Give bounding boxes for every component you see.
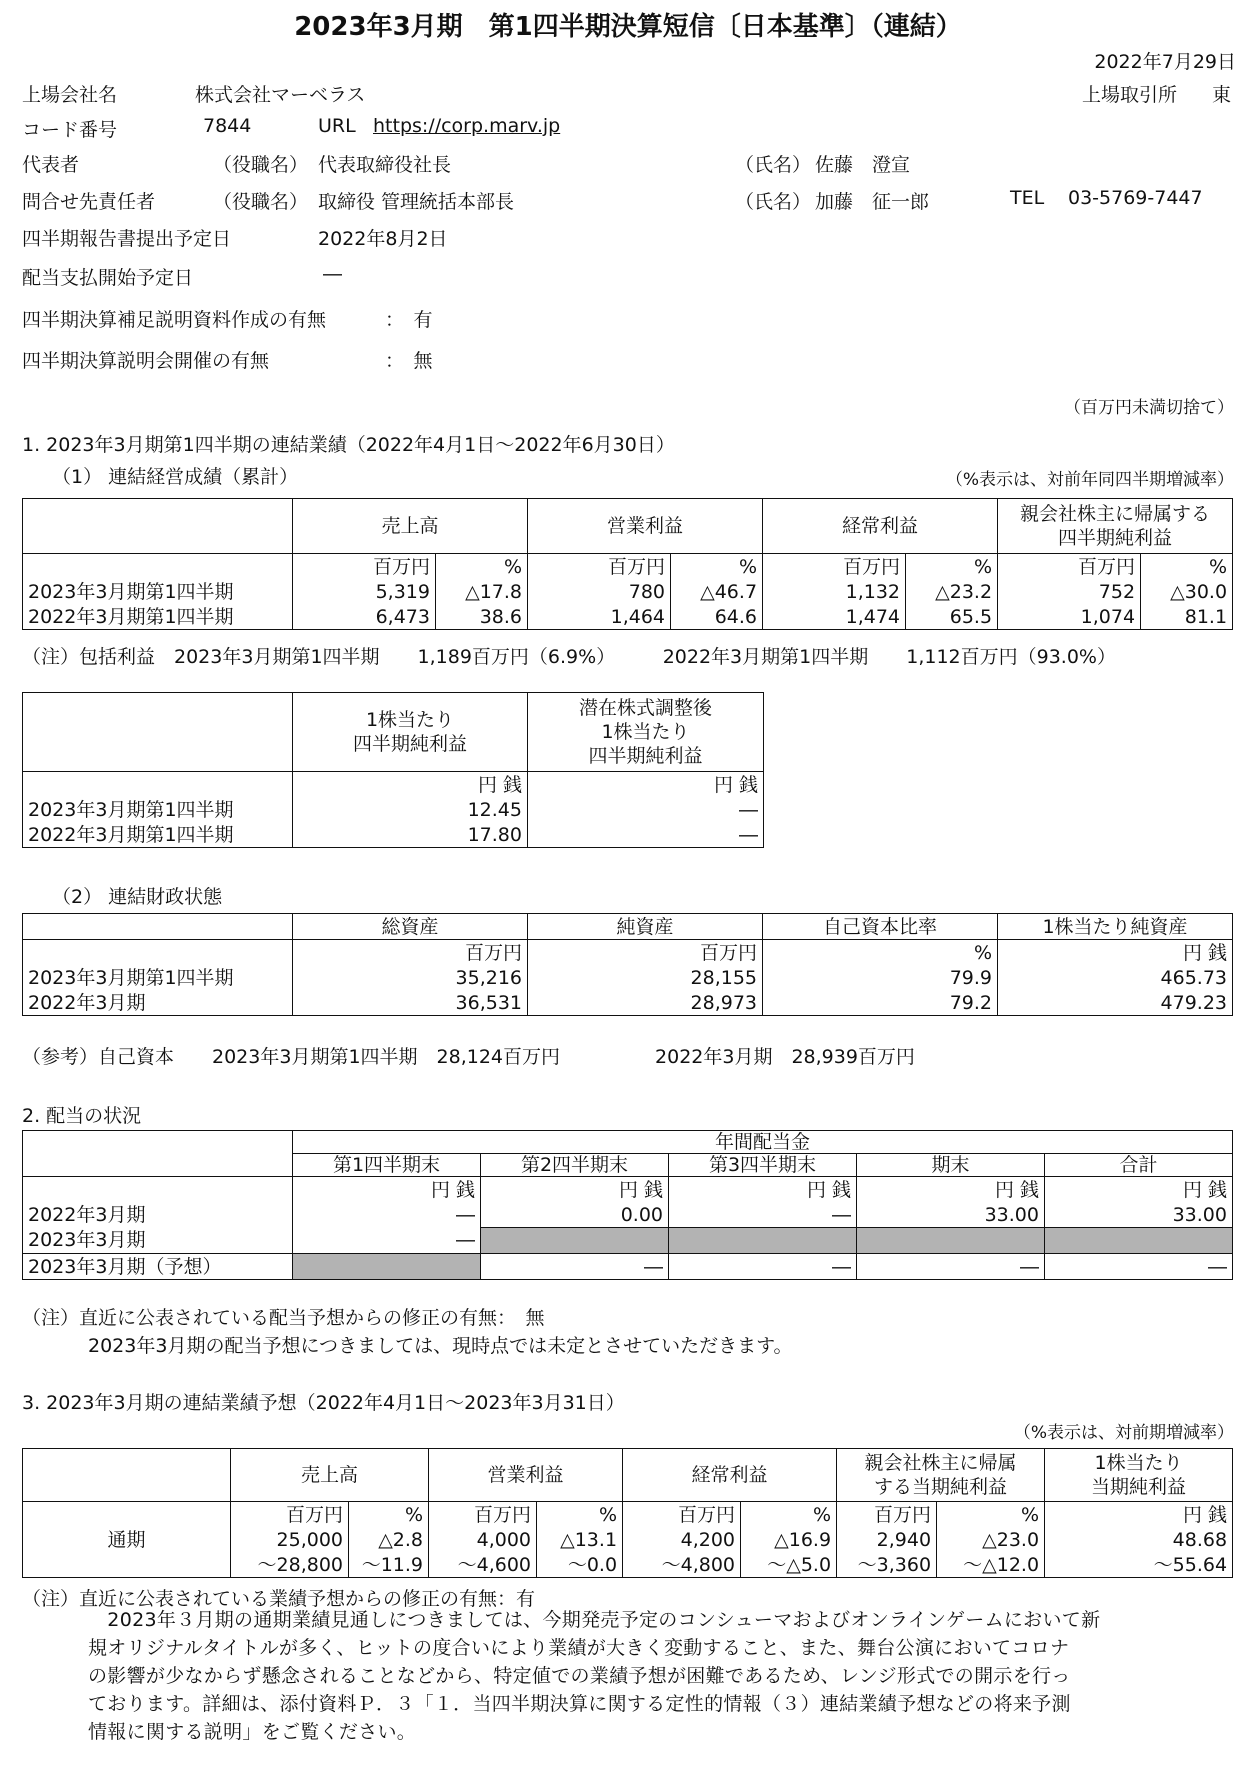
cell: △23.2 — [906, 579, 998, 604]
unit: 円 銭 — [293, 1177, 481, 1203]
header-blank — [23, 499, 293, 554]
tel-label: TEL — [1010, 187, 1045, 209]
header-diluted-eps — [528, 693, 764, 772]
cell: 752 — [998, 579, 1141, 604]
header-equity-ratio: 自己資本比率 — [763, 914, 998, 940]
equity-reference-note: （参考）自己資本 2023年3月期第1四半期 28,124百万円 2022年3月期 28,939百万円 — [22, 1046, 915, 1068]
cell: ～55.64 — [1045, 1552, 1233, 1578]
cell: ― — [528, 822, 764, 848]
company-name: 株式会社マーベラス — [195, 84, 366, 106]
cell: ～△5.0 — [741, 1552, 837, 1578]
header-net-assets: 純資産 — [528, 914, 763, 940]
cell: ～11.9 — [349, 1552, 429, 1578]
row-label: 2022年3月期 — [23, 1202, 293, 1228]
header-diluted-line2: 1株当たり — [601, 721, 690, 743]
table-row — [23, 797, 764, 822]
section2-heading: 2. 配当の状況 — [22, 1105, 142, 1127]
table-row — [23, 579, 1233, 604]
table-row — [23, 822, 764, 848]
cell: ― — [1045, 1254, 1233, 1280]
unit: 円 銭 — [481, 1177, 669, 1203]
cell: ～3,360 — [837, 1552, 937, 1578]
unit: % — [671, 554, 763, 580]
cell: 2,940 — [837, 1527, 937, 1552]
header-sales: 売上高 — [293, 499, 528, 554]
unit: 百万円 — [837, 1502, 937, 1528]
header-annual-dividend: 年間配当金 — [293, 1131, 1233, 1154]
contact-title: 取締役 管理統括本部長 — [318, 191, 515, 213]
unit: 円 銭 — [857, 1177, 1045, 1203]
cell: 6,473 — [293, 604, 436, 630]
cell: 48.68 — [1045, 1527, 1233, 1552]
cell: △23.0 — [937, 1527, 1045, 1552]
rep-title-label: （役職名） — [213, 154, 309, 176]
unit: 円 銭 — [293, 772, 528, 798]
unit: 円 銭 — [1045, 1177, 1233, 1203]
cell: 38.6 — [436, 604, 528, 630]
cell: 1,464 — [528, 604, 671, 630]
header-diluted-line1: 潜在株式調整後 — [578, 697, 712, 719]
eps-table — [22, 692, 764, 848]
header-operating-profit: 営業利益 — [528, 499, 763, 554]
rep-name: 佐藤 澄宣 — [815, 154, 911, 176]
row-label: 2023年3月期第1四半期 — [23, 797, 293, 822]
section1-sub1: （1） 連結経営成績（累計） — [52, 466, 299, 488]
header-blank — [23, 693, 293, 772]
tel-value: 03-5769-7447 — [1068, 187, 1203, 209]
header-eps-line1: 1株当たり — [365, 709, 455, 731]
dividend-date: ― — [323, 263, 342, 285]
exchange-label: 上場取引所 — [1082, 84, 1178, 106]
header-total: 合計 — [1045, 1154, 1233, 1177]
unit: 百万円 — [293, 554, 436, 580]
header-net-profit — [998, 499, 1233, 554]
document-title: 2023年3月期 第1四半期決算短信〔日本基準〕（連結） — [294, 12, 962, 42]
shaded-cell — [481, 1228, 669, 1254]
section3-pct-note: （%表示は、対前期増減率） — [1013, 1423, 1234, 1443]
header-net-line2: する当期純利益 — [874, 1476, 1008, 1498]
operating-results-table — [22, 498, 1233, 630]
cell: 33.00 — [857, 1202, 1045, 1228]
unit: % — [937, 1502, 1045, 1528]
cell: 36,531 — [293, 990, 528, 1016]
report-date-label: 四半期報告書提出予定日 — [22, 228, 232, 250]
shaded-cell — [1045, 1228, 1233, 1254]
cell: 17.80 — [293, 822, 528, 848]
cell: 33.00 — [1045, 1202, 1233, 1228]
header-sales: 売上高 — [231, 1449, 429, 1502]
header-eps-line2: 当期純利益 — [1091, 1476, 1187, 1498]
table-row — [23, 990, 1233, 1016]
briefing-value: ： 無 — [385, 350, 433, 372]
contact-name-label: （氏名） — [735, 191, 812, 213]
header-net-line1: 親会社株主に帰属 — [864, 1452, 1017, 1474]
company-name-label: 上場会社名 — [22, 84, 118, 106]
unit: % — [1141, 554, 1233, 580]
cell: △13.1 — [537, 1527, 623, 1552]
cell: ― — [528, 797, 764, 822]
unit: 百万円 — [429, 1502, 537, 1528]
table-row — [23, 1228, 1233, 1254]
cell: 64.6 — [671, 604, 763, 630]
unit: 百万円 — [293, 940, 528, 966]
unit: 円 銭 — [669, 1177, 857, 1203]
section1-pct-note: （%表示は、対前年同四半期増減率） — [945, 470, 1234, 490]
cell: 5,319 — [293, 579, 436, 604]
cell: ― — [857, 1254, 1045, 1280]
supplementary-value: ： 有 — [385, 309, 433, 331]
report-date: 2022年7月29日 — [1094, 51, 1236, 73]
header-ordinary-profit: 経常利益 — [623, 1449, 837, 1502]
contact-label: 問合せ先責任者 — [22, 191, 156, 213]
header-diluted-line3: 四半期純利益 — [588, 745, 703, 767]
unit: 円 銭 — [1045, 1502, 1233, 1528]
url-link[interactable]: https://corp.marv.jp — [373, 115, 561, 137]
unit: % — [763, 940, 998, 966]
code-label: コード番号 — [22, 119, 118, 141]
header-eps — [1045, 1449, 1233, 1502]
table-row — [23, 1202, 1233, 1228]
shaded-cell — [669, 1228, 857, 1254]
contact-name: 加藤 征一郎 — [815, 191, 930, 213]
header-eps-line2: 四半期純利益 — [352, 733, 467, 755]
row-label: 2022年3月期 — [23, 990, 293, 1016]
rep-title: 代表取締役社長 — [318, 154, 452, 176]
row-label: 通期 — [23, 1502, 231, 1578]
cell: 780 — [528, 579, 671, 604]
unit: 百万円 — [231, 1502, 349, 1528]
cell: 28,973 — [528, 990, 763, 1016]
cell: 12.45 — [293, 797, 528, 822]
unit: % — [741, 1502, 837, 1528]
cell: 65.5 — [906, 604, 998, 630]
exchange-value: 東 — [1212, 84, 1232, 106]
forecast-explanation: 2023年３月期の通期業績見通しにつきましては、今期発売予定のコンシューマおよびオンラインゲームにおいて新 規オリジナルタイトルが多く、ヒットの度合いにより業績が大きく変動すること、また、舞台公演においてコロナ の影響が少なからず懸念されることなどから、特定値での業績予想が困難であるため、レンジ形式での開示を行っ ております。詳細は、添付資料Ｐ．３「１．当四半期決算に関する定性的情報（３）連結業績予想などの将来予測 情報に関する説明」をご覧ください。 — [88, 1609, 1101, 1743]
cell: ～4,800 — [623, 1552, 741, 1578]
header-eps-line1: 1株当たり — [1094, 1452, 1183, 1474]
unit: % — [436, 554, 528, 580]
code-value: 7844 — [203, 115, 252, 137]
cell: ～△12.0 — [937, 1552, 1045, 1578]
shaded-cell — [857, 1228, 1045, 1254]
header-q1-end: 第1四半期末 — [293, 1154, 481, 1177]
forecast-table — [22, 1448, 1233, 1578]
row-label: 2022年3月期第1四半期 — [23, 604, 293, 630]
cell: 25,000 — [231, 1527, 349, 1552]
cell: ― — [669, 1254, 857, 1280]
row-label: 2023年3月期第1四半期 — [23, 965, 293, 990]
shaded-cell — [293, 1254, 481, 1280]
unit: 円 銭 — [998, 940, 1233, 966]
cell: ～0.0 — [537, 1552, 623, 1578]
cell: 465.73 — [998, 965, 1233, 990]
cell: 35,216 — [293, 965, 528, 990]
header-total-assets: 総資産 — [293, 914, 528, 940]
cell: ― — [481, 1254, 669, 1280]
dividend-note2: 2023年3月期の配当予想につきましては、現時点では未定とさせていただきます。 — [88, 1335, 793, 1357]
cell: △46.7 — [671, 579, 763, 604]
supplementary-label: 四半期決算補足説明資料作成の有無 — [22, 309, 327, 331]
row-label: 2023年3月期第1四半期 — [23, 579, 293, 604]
cell: ～4,600 — [429, 1552, 537, 1578]
section1-sub2: （2） 連結財政状態 — [52, 886, 223, 908]
cell: 79.2 — [763, 990, 998, 1016]
representative-label: 代表者 — [22, 154, 80, 176]
url-label: URL — [318, 115, 356, 137]
unit: 百万円 — [763, 554, 906, 580]
table-row — [23, 1254, 1233, 1280]
cell: 81.1 — [1141, 604, 1233, 630]
cell: 1,474 — [763, 604, 906, 630]
unit: % — [349, 1502, 429, 1528]
cell: 79.9 — [763, 965, 998, 990]
cell: △16.9 — [741, 1527, 837, 1552]
header-net-profit-line2: 四半期純利益 — [1058, 527, 1173, 549]
cell: 28,155 — [528, 965, 763, 990]
cell: ― — [669, 1202, 857, 1228]
header-net-profit-line1: 親会社株主に帰属する — [1020, 503, 1211, 525]
unit: % — [537, 1502, 623, 1528]
rounding-note: （百万円未満切捨て） — [1064, 398, 1234, 418]
cell: 4,000 — [429, 1527, 537, 1552]
section1-heading: 1. 2023年3月期第1四半期の連結業績（2022年4月1日～2022年6月30日） — [22, 434, 675, 456]
cell: 4,200 — [623, 1527, 741, 1552]
dividend-note1: （注）直近に公表されている配当予想からの修正の有無： 無 — [22, 1307, 545, 1329]
cell: ― — [293, 1228, 481, 1254]
header-blank — [23, 1131, 293, 1177]
table-row — [23, 965, 1233, 990]
header-blank — [23, 914, 293, 940]
unit: 百万円 — [623, 1502, 741, 1528]
cell: 0.00 — [481, 1202, 669, 1228]
dividend-date-label: 配当支払開始予定日 — [22, 267, 194, 289]
header-eps — [293, 693, 528, 772]
header-operating-profit: 営業利益 — [429, 1449, 623, 1502]
row-label: 2023年3月期 — [23, 1228, 293, 1254]
table-row — [23, 604, 1233, 630]
unit: % — [906, 554, 998, 580]
cell: 1,074 — [998, 604, 1141, 630]
unit: 百万円 — [528, 554, 671, 580]
row-label: 2023年3月期（予想） — [23, 1254, 293, 1280]
cell: 479.23 — [998, 990, 1233, 1016]
cell: 1,132 — [763, 579, 906, 604]
rep-name-label: （氏名） — [735, 154, 812, 176]
forecast-note1: （注）直近に公表されている業績予想からの修正の有無：有 — [22, 1588, 536, 1610]
header-ordinary-profit: 経常利益 — [763, 499, 998, 554]
header-bps: 1株当たり純資産 — [998, 914, 1233, 940]
cell: ～28,800 — [231, 1552, 349, 1578]
report-submit-date: 2022年8月2日 — [318, 228, 448, 250]
dividend-table — [22, 1130, 1233, 1280]
unit: 円 銭 — [528, 772, 764, 798]
cell: △17.8 — [436, 579, 528, 604]
header-q3-end: 第3四半期末 — [669, 1154, 857, 1177]
cell: △2.8 — [349, 1527, 429, 1552]
unit: 百万円 — [998, 554, 1141, 580]
unit: 百万円 — [528, 940, 763, 966]
cell: ― — [293, 1202, 481, 1228]
section3-heading: 3. 2023年3月期の連結業績予想（2022年4月1日～2023年3月31日） — [22, 1392, 625, 1414]
financial-position-table — [22, 913, 1233, 1016]
header-q2-end: 第2四半期末 — [481, 1154, 669, 1177]
briefing-label: 四半期決算説明会開催の有無 — [22, 350, 270, 372]
header-blank — [23, 1449, 231, 1502]
header-year-end: 期末 — [857, 1154, 1045, 1177]
comprehensive-income-note: （注）包括利益 2023年3月期第1四半期 1,189百万円（6.9%） 2022年3月期第1四半期 1,112百万円（93.0%） — [22, 646, 1116, 668]
contact-title-label: （役職名） — [213, 191, 309, 213]
row-label: 2022年3月期第1四半期 — [23, 822, 293, 848]
header-net-profit — [837, 1449, 1045, 1502]
cell: △30.0 — [1141, 579, 1233, 604]
